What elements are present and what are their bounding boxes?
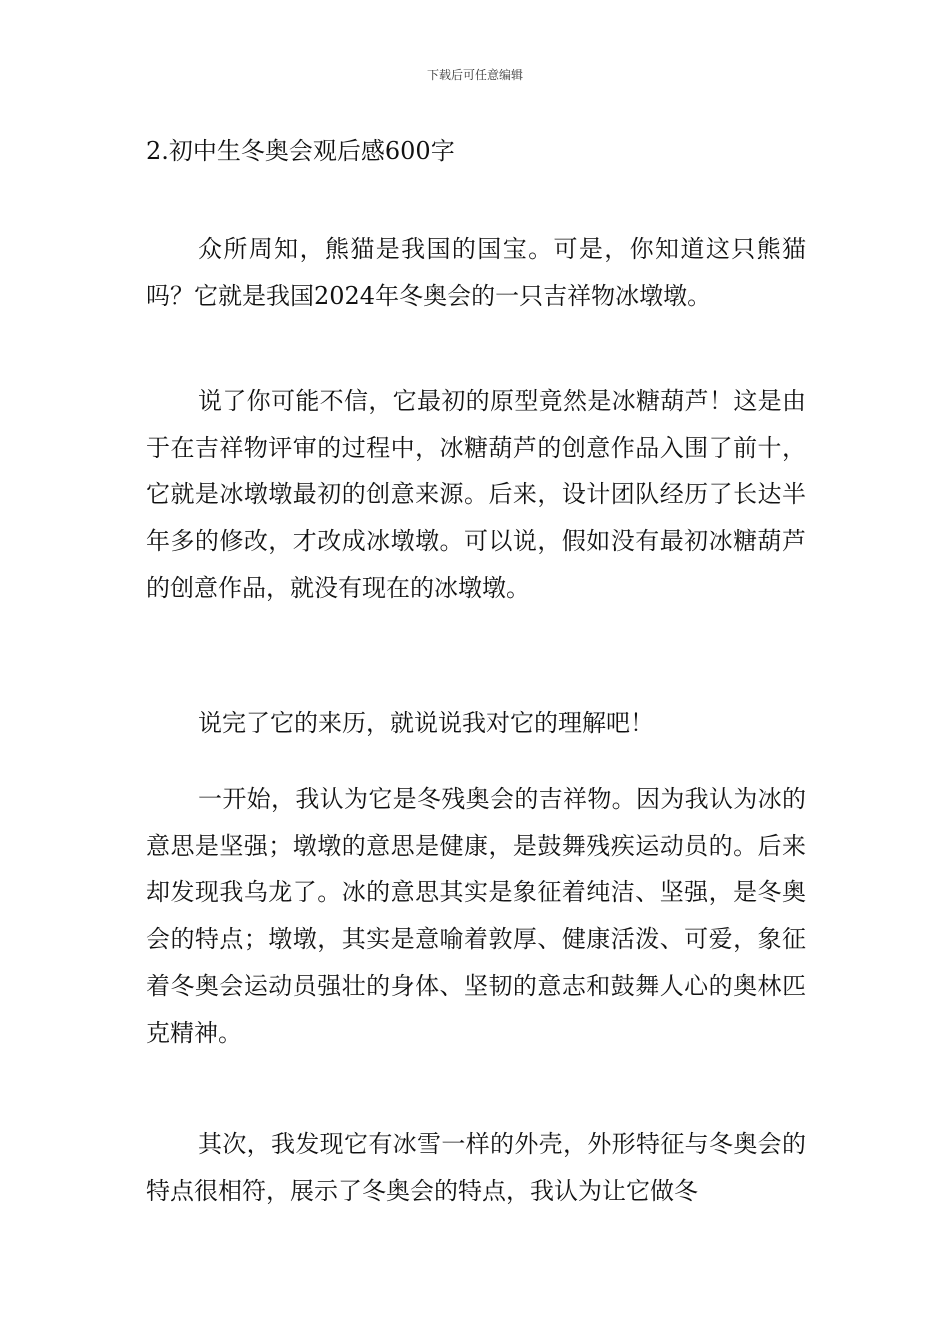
document-title: 2.初中生冬奥会观后感600字 (146, 137, 455, 165)
header-note: 下载后可任意编辑 (426, 68, 523, 82)
paragraph: 说了你可能不信，它最初的原型竟然是冰糖葫芦！这是由于在吉祥物评审的过程中，冰糖葫芦的创意作品入围了前十，它就是冰墩墩最初的创意来源。后来，设计团队经历了长达半年多的修改，才改成冰墩墩。可以说，假如没有最初冰糖葫芦的创意作品，就没有现在的冰墩墩。 (146, 387, 806, 602)
paragraph: 说完了它的来历，就说说我对它的理解吧！ (198, 709, 654, 737)
paragraph: 其次，我发现它有冰雪一样的外壳，外形特征与冬奥会的特点很相符，展示了冬奥会的特点，我认为让它做冬 (146, 1130, 806, 1205)
paragraph: 众所周知，熊猫是我国的国宝。可是，你知道这只熊猫吗？它就是我国2024年冬奥会的一只吉祥物冰墩墩。 (146, 235, 806, 310)
paragraph: 一开始，我认为它是冬残奥会的吉祥物。因为我认为冰的意思是坚强；墩墩的意思是健康，是鼓舞残疾运动员的。后来却发现我乌龙了。冰的意思其实是象征着纯洁、坚强，是冬奥会的特点；墩墩，其实是意喻着敦厚、健康活泼、可爱，象征着冬奥会运动员强壮的身体、坚韧的意志和鼓舞人心的奥林匹克精神。 (146, 785, 806, 1047)
